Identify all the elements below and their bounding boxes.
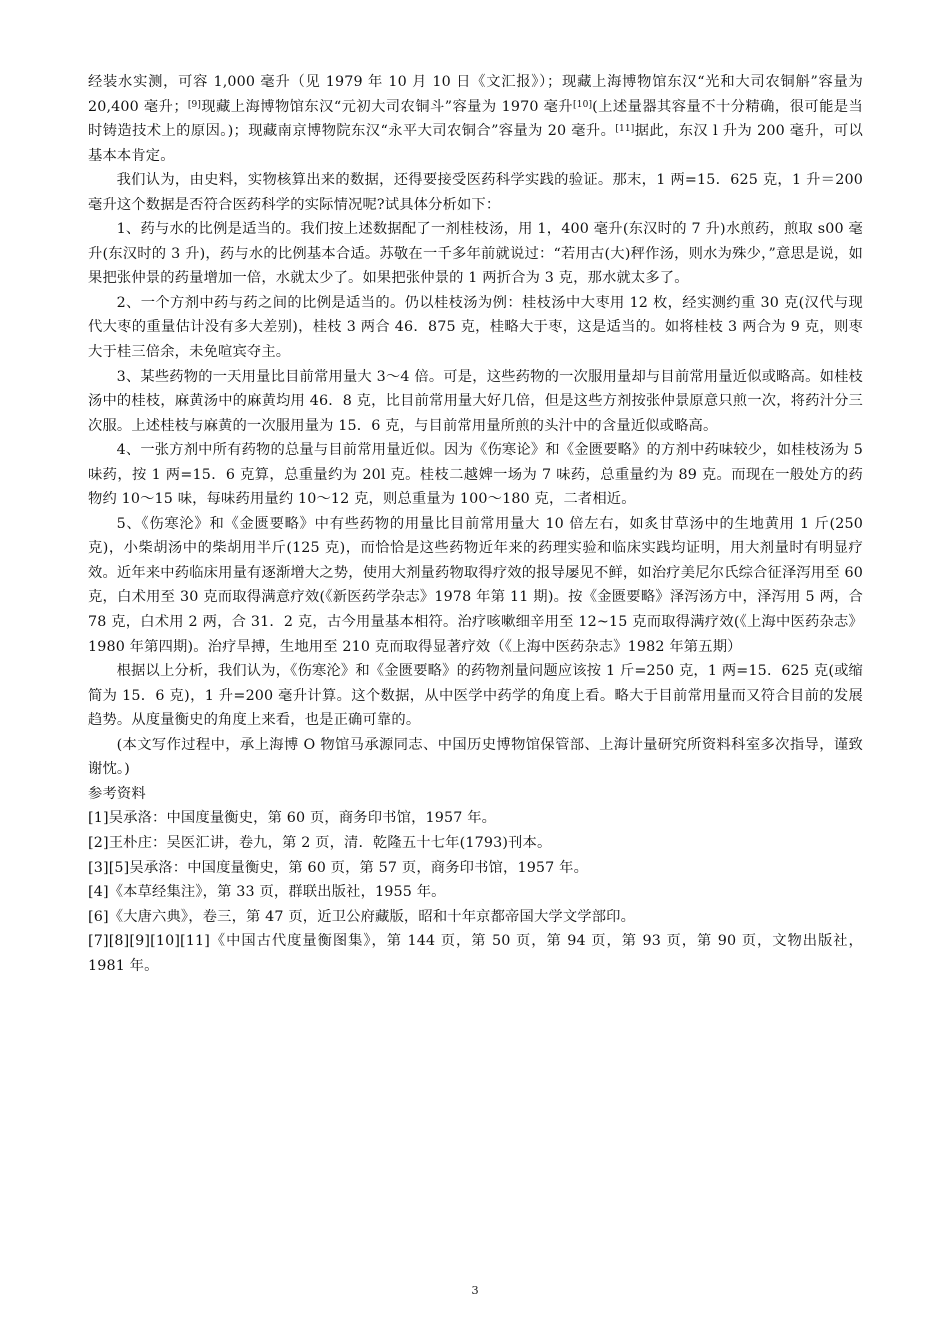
paragraph-4: 2、一个方剂中药与药之间的比例是适当的。仍以桂枝汤为例：桂枝汤中大枣用 12 枚，经实测约重 30 克(汉代与现代大枣的重量估计没有多大差别)，桂枝 3 两合 46．875 克，桂略大于枣，这是适当的。如将桂枝 3 两合为 9 克，则枣大于桂三倍余，未免喧宾夺主。 [88,294,863,361]
reference-item: [7][8][9][10][11]《中国古代度量衡图集》，第 144 页，第 50 页，第 94 页，第 93 页，第 90 页，文物出版社，1981 年。 [88,933,863,974]
reference-item: [3][5]吴承洛：中国度量衡史，第 60 页，第 57 页，商务印书馆，1957 年。 [88,859,589,876]
paragraph-6: 4、一张方剂中所有药物的总量与目前常用量近似。因为《伤寒论》和《金匮要略》的方剂中药味较少，如桂枝汤为 5 味药，按 1 两=15．6 克算，总重量约为 20l 克。桂枝二越婢一场为 7 味药，总重量约为 89 克。而现在一般处方的药物约 10～15 味，每味药用量约 10～12 克，则总重量为 100～180 克，二者相近。 [88,442,863,508]
reference-item: [4]《本草经集注》，第 33 页，群联出版社，1955 年。 [88,884,446,901]
references-title: 参考资料 [88,785,146,802]
paragraph-1: 经装水实测，可容 1,000 毫升（见 1979 年 10 月 10 日《文汇报》）；现藏上海博物馆东汉“光和大司农铜斛”容量为 20,400 毫升；[9]现藏上海博物馆东汉“元初大司农铜斗”容量为 1970 毫升[10](上述量器其容量不十分精确，很可能是当时铸造技术上的原因。)；现藏南京博物院东汉“永平大司农铜合”容量为 20 毫升。[11]据此，东汉 l 升为 200 毫升，可以基本本肯定。 [88,74,863,164]
citation-9: [9] [187,99,202,110]
paragraph-7: 5、《伤寒沦》和《金匮要略》中有些药物的用量比目前常用量大 10 倍左右，如炙甘草汤中的生地黄用 1 斤(250 克)，小柴胡汤中的柴胡用半斤(125 克)，而恰恰是这些药物近年来的药理实验和临床实践均证明，用大剂量时有明显疗效。近年来中药临床用量有逐渐增大之势，使用大剂量药物取得疗效的报导屡见不鲜，如治疗美尼尔氏综合征泽泻用至 60 克，白术用至 30 克而取得满意疗效(《新医药学杂志》1978 年第 11 期)。按《金匮要略》泽泻汤方中，泽泻用 5 两，合 78 克，白术用 2 两，合 31．2 克，古今用量基本相符。治疗咳嗽细辛用至 12~15 克而取得满疗效(《上海中医药杂志》1980 年第四期)。治疗旱搏，生地用至 210 克而取得显著疗效（《上海中医药杂志》1982 年第五期） [88,515,864,655]
document-body [88,70,863,978]
citation-11: [11] [615,124,635,135]
paragraph-5: 3、某些药物的一天用量比目前常用量大 3～4 倍。可是，这些药物的一次服用量却与目前常用量近似或略高。如桂枝汤中的桂枝，麻黄汤中的麻黄均用 46．8 克，比目前常用量大好几倍，但是这些方剂按张仲景原意只煎一次，将药汁分三次服。上述桂枝与麻黄的一次服用量为 15．6 克，与目前常用量所煎的头汁中的含量近似或略高。 [88,368,863,434]
paragraph-3: 1、药与水的比例是适当的。我们按上述数据配了一剂桂枝汤，用 1，400 毫升(东汉时的 7 升)水煎药，煎取 s00 毫升(东汉时的 3 升)，药与水的比例基本合适。苏敬在一千多年前就说过：“若用古(大)秤作汤，则水为殊少，”意思是说，如果把张仲景的药量增加一倍，水就太少了。如果把张仲景的 1 两折合为 3 克，那水就太多了。 [88,221,863,287]
page-number: 3 [471,1283,479,1297]
paragraph-2: 我们认为，由史料，实物核算出来的数据，还得要接受医药科学实践的验证。那末，1 两=15．625 克，1 升＝200 毫升这个数据是否符合医药科学的实际情况呢?试具体分析如下： [88,172,863,213]
paragraph-8: 根据以上分析，我们认为，《伤寒沦》和《金匮要略》的药物剂量问题应该按 1 斤=250 克，1 两=15．625 克(或缩简为 15．6 克)，1 升=200 毫升计算。这个数据，从中医学中药学的角度上看。略大于目前常用量而又符合目前的发展趋势。从度量衡史的角度上来看，也是正确可靠的。 [88,663,863,729]
reference-item: [6]《大唐六典》，卷三，第 47 页，近卫公府藏版，昭和十年京都帝国大学文学部印。 [88,908,636,925]
acknowledgement: (本文写作过程中，承上海博 O 物馆马承源同志、中国历史博物馆保管部、上海计量研究所资料科室多次指导，谨致谢忱。) [88,736,863,778]
citation-10: [10] [573,99,593,110]
reference-item: [1]吴承洛：中国度量衡史，第 60 页，商务印书馆，1957 年。 [88,810,497,827]
reference-item: [2]王朴庄：吴医汇讲，卷九，第 2 页，清．乾隆五十七年(1793)刊本。 [88,834,552,851]
